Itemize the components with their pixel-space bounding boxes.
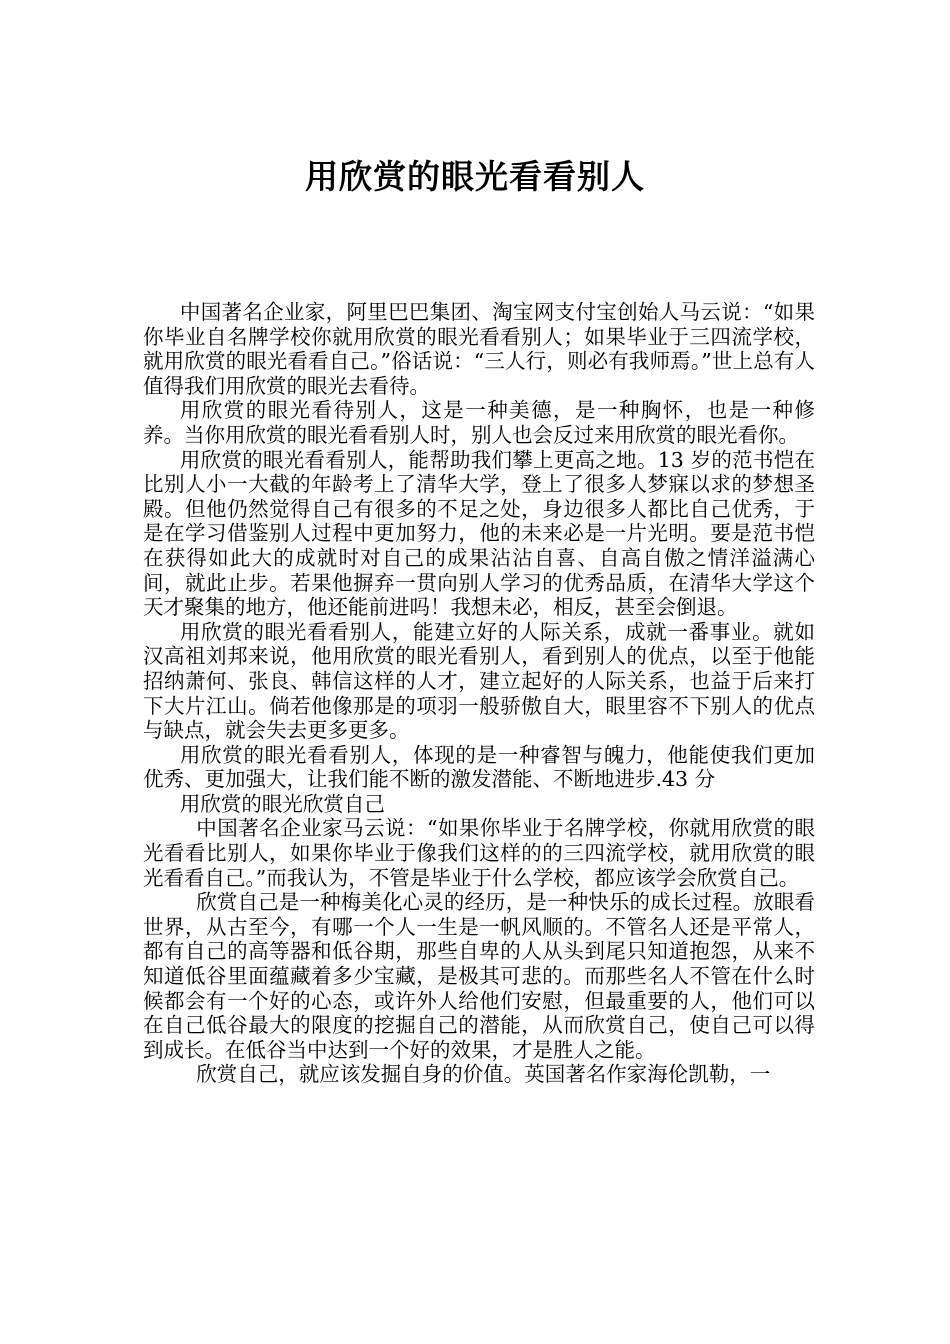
document-title: 用欣赏的眼光看看别人 [305,157,645,196]
paragraph-3: 用欣赏的眼光看看别人，能帮助我们攀上更高之地。13 岁的范书恺在比别人小一大截的年龄考上了清华大学，登上了很多人梦寐以求的梦想圣殿。但他仍然觉得自己有很多的不足之处，身边很多人都比自己优秀，于是在学习借鉴别人过程中更加努力，他的未来必是一片光明。要是范书恺在获得如此大的成就时对自己的成果沾沾自喜、自高自傲之情洋溢满心间，就此止步。若果他摒弃一贯向别人学习的优秀品质，在清华大学这个天才聚集的地方，他还能前进吗！我想未必，相反，甚至会倒退。 [143,447,815,620]
paragraph-8: 欣赏自己，就应该发掘自身的价值。英国著名作家海伦凯勒，一 [196,1062,771,1087]
paragraph-2: 用欣赏的眼光看待别人，这是一种美德，是一种胸怀，也是一种修养。当你用欣赏的眼光看看别人时，别人也会反过来用欣赏的眼光看你。 [143,398,815,447]
paragraph-5: 用欣赏的眼光看看别人，体现的是一种睿智与魄力，他能使我们更加优秀、更加强大，让我们能不断的激发潜能、不断地进步.43 分 [143,742,815,792]
paragraph-6: 中国著名企业家马云说：“如果你毕业于名牌学校，你就用欣赏的眼光看看比别人，如果你毕业于像我们这样的的三四流学校，就用欣赏的眼光看看自己。”而我认为，不管是毕业于什么学校，都应该学会欣赏自己。 [143,816,815,890]
document-body [143,300,815,1087]
paragraph-7: 欣赏自己是一种梅美化心灵的经历，是一种快乐的成长过程。放眼看世界，从古至今，有哪一个人一生是一帆风顺的。不管名人还是平常人，都有自己的高等器和低谷期，那些自卑的人从头到尾只知道抱怨，从来不知道低谷里面蕴藏着多少宝藏，是极其可悲的。而那些名人不管在什么时候都会有一个好的心态，或许外人给他们安慰，但最重要的人，他们可以在自己低谷最大的限度的挖掘自己的潜能，从而欣赏自己，使自己可以得到成长。在低谷当中达到一个好的效果，才是胜人之能。 [143,890,815,1062]
paragraph-4: 用欣赏的眼光看看别人，能建立好的人际关系，成就一番事业。就如汉高祖刘邦来说，他用欣赏的眼光看别人，看到别人的优点，以至于他能招纳萧何、张良、韩信这样的人才，建立起好的人际关系，也益于后来打下大片江山。倘若他像那是的项羽一般骄傲自大，眼里容不下别人的优点与缺点，就会失去更多更多。 [143,619,815,743]
paragraph-1: 中国著名企业家，阿里巴巴集团、淘宝网支付宝创始人马云说：“如果你毕业自名牌学校你就用欣赏的眼光看看别人；如果毕业于三四流学校，就用欣赏的眼光看看自己。”俗话说：“三人行，则必有我师焉。”世上总有人值得我们用欣赏的眼光去看待。 [143,300,815,398]
section-heading: 用欣赏的眼光欣赏自己 [179,791,385,816]
